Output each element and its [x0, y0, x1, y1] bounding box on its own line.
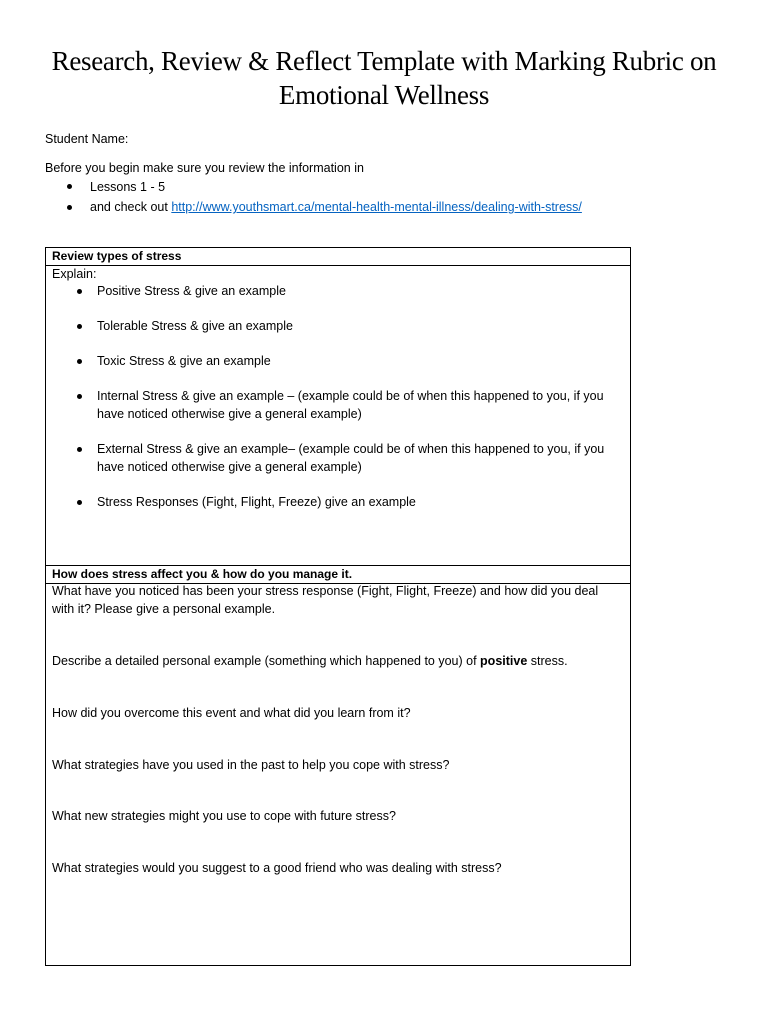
review-item-internal: Internal Stress & give an example – (example could be of when this happened to you, if you have noticed otherwise give a general example) — [97, 389, 604, 421]
document-title — [20, 44, 748, 112]
review-box-header: Review types of stress — [46, 248, 630, 266]
manage-stress-box — [45, 565, 631, 966]
title-line-2: Emotional Wellness — [278, 80, 490, 110]
title-line-1: Research, Review & Reflect Template with Marking Rubric on — [51, 46, 717, 76]
question-past-strategies: What strategies have you used in the past to help you cope with stress? — [52, 758, 450, 772]
intro-bullet-link-line — [90, 199, 582, 216]
question-new-strategies: What new strategies might you use to cope with future stress? — [52, 809, 396, 823]
review-item-positive: Positive Stress & give an example — [97, 284, 286, 298]
explain-label: Explain: — [52, 267, 97, 281]
review-item-tolerable: Tolerable Stress & give an example — [97, 319, 293, 333]
review-item-toxic: Toxic Stress & give an example — [97, 354, 271, 368]
bullet-icon — [77, 324, 82, 329]
question-stress-response: What have you noticed has been your stress response (Fight, Flight, Freeze) and how did you deal with it? Please give a personal example. — [52, 584, 599, 616]
youthsmart-link[interactable]: http://www.youthsmart.ca/mental-health-mental-illness/dealing-with-stress/ — [171, 200, 582, 214]
review-item-external: External Stress & give an example– (example could be of when this happened to you, if you have noticed otherwise give a general example) — [97, 442, 605, 474]
bullet-icon — [77, 500, 82, 505]
bullet-icon — [77, 394, 82, 399]
question-positive-example — [52, 653, 568, 671]
manage-box-header: How does stress affect you & how do you manage it. — [46, 566, 630, 584]
student-name-label: Student Name: — [45, 132, 129, 146]
review-types-box — [45, 247, 631, 566]
bullet-icon — [67, 205, 72, 210]
bullet-icon — [77, 289, 82, 294]
question-positive-after: stress. — [527, 654, 568, 668]
intro-bullet-lessons: Lessons 1 - 5 — [90, 180, 166, 194]
question-overcome: How did you overcome this event and what did you learn from it? — [52, 706, 411, 720]
bullet-icon — [67, 184, 72, 189]
bullet-icon — [77, 359, 82, 364]
question-positive-bold: positive — [480, 654, 528, 668]
review-item-responses: Stress Responses (Fight, Flight, Freeze) give an example — [97, 495, 416, 509]
bullet-icon — [77, 447, 82, 452]
intro-text: Before you begin make sure you review the information in — [45, 161, 364, 175]
question-positive-before: Describe a detailed personal example (something which happened to you) of — [52, 654, 481, 668]
intro-bullet-prefix: and check out — [90, 200, 172, 214]
question-friend-strategies: What strategies would you suggest to a good friend who was dealing with stress? — [52, 861, 502, 875]
